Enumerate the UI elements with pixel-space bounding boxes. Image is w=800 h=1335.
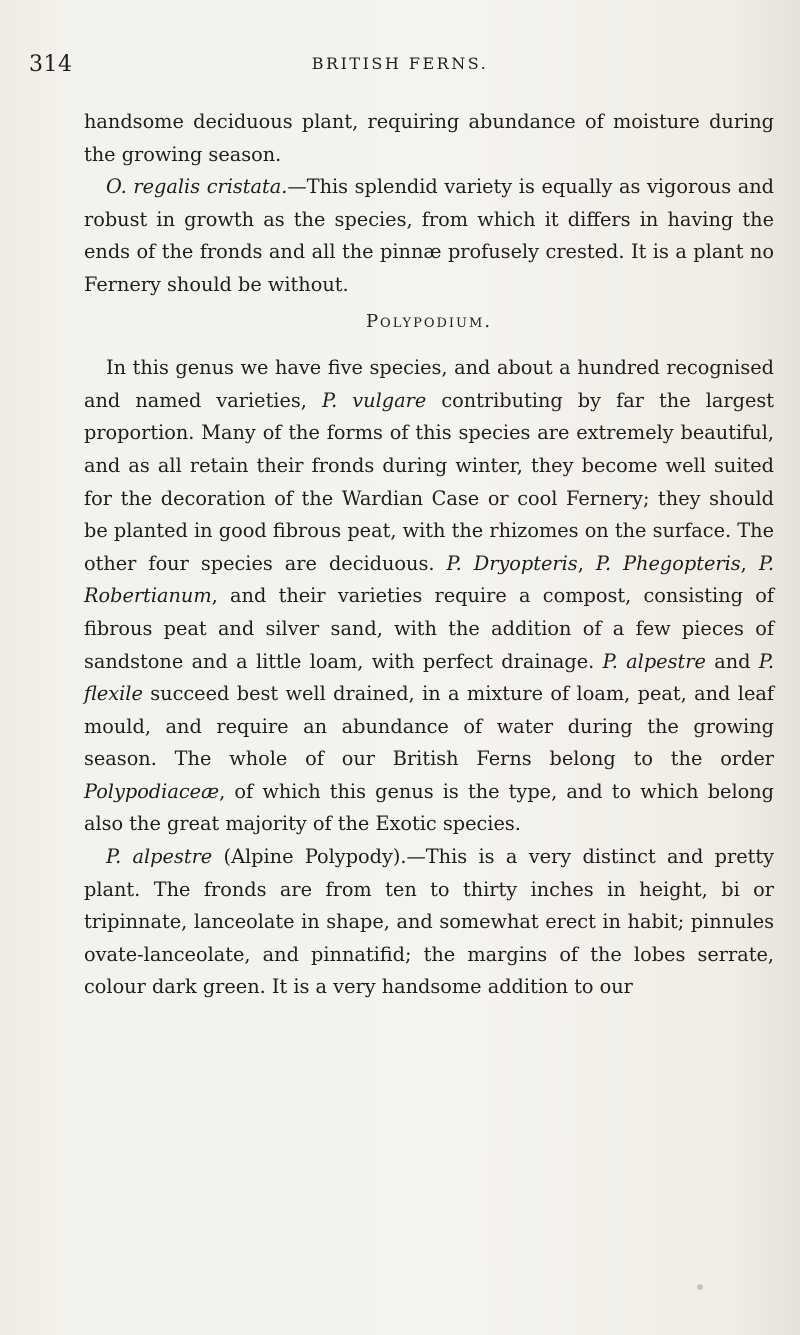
paragraph-text: —This splendid variety is equally as vigorous and robust in growth as the species, from which it differs in having the ends of the fronds and all the pinnæ profusely crested. It is a plant no Fernery should be without. [84, 175, 774, 296]
text-run: In this genus we have five species, and about a hundred recognised and named varieties, [84, 356, 774, 412]
species-name: P. Dryopteris [446, 551, 578, 575]
order-name: Polypodiaceæ [84, 779, 220, 803]
text-run: , and their varieties require a compost, consisting of fibrous peat and silver sand, with the addition of a few pieces of sandstone and a little loam, with perfect drainage. [84, 584, 774, 673]
text-run: , of which this genus is the type, and to which belong also the great majority of the Exotic species. [84, 779, 774, 836]
species-name: P. vulgare [322, 388, 427, 412]
paragraph-regalis-cristata [84, 171, 774, 301]
section-heading: Polypodium. [365, 310, 493, 332]
variety-name: O. regalis cristata. [106, 175, 288, 199]
running-title: BRITISH FERNS. [311, 54, 489, 73]
species-name: P. alpestre [602, 649, 706, 673]
text-run: succeed best well drained, in a mixture of loam, peat, and leaf mould, and require an abundance of water during the growing season. The whole of our British Ferns belong to the order [84, 682, 774, 771]
paragraph-text: (Alpine Polypody).—This is a very distinct and pretty plant. The fronds are from ten to thirty inches in height, bi or tripinnate, lanceolate in shape, and somewhat erect in habit; pinnules ovate-lanceolate, and pinnatifid; the margins of the lobes serrate, colour dark green. It is a very handsome addition to our [84, 845, 774, 999]
ink-speck [697, 1284, 703, 1290]
paragraph-alpestre [84, 841, 774, 1004]
text-run: and [705, 649, 759, 673]
paragraph-polypodium-genus [84, 352, 774, 841]
page-number: 314 [29, 52, 73, 77]
text-run: , [577, 551, 596, 575]
species-name: P. flexile [84, 649, 774, 706]
species-name: P. alpestre [106, 845, 213, 869]
species-name: P. Phegopteris [595, 551, 741, 575]
running-head [0, 52, 800, 86]
species-name: P. Robertianum [84, 551, 775, 608]
body-text [84, 106, 774, 1004]
paragraph-text: handsome deciduous plant, requiring abundance of moisture during the growing season. [84, 110, 774, 166]
text-run: , [740, 551, 759, 575]
text-run: contributing by far the largest proportion. Many of the forms of this species are extremely beautiful, and as all retain their fronds during winter, they become well suited for the decoration of the Wardian Case or cool Fernery; they should be planted in good fibrous peat, with the rhizomes on the surface. The other four species are deciduous. [84, 388, 774, 575]
paragraph-continuation [84, 106, 774, 171]
